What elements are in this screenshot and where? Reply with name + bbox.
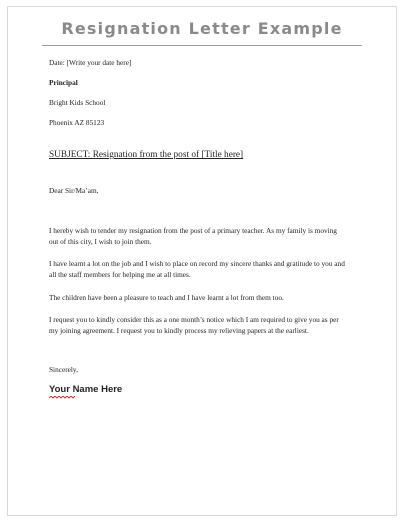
recipient-title: Principal [49,78,78,87]
closing: Sincerely, [49,365,78,374]
signature-name: Your Name Here [49,384,123,395]
paragraph-2-line-1: I have learnt a lot on the job and I wish to place on record my sincere thanks and gratitude to you and [49,259,345,268]
letter-page [7,6,397,516]
paragraph-3-line-1: The children have been a pleasure to teach and I have learnt a lot from them too. [49,293,284,302]
title-underline [42,45,362,46]
paragraph-2-line-2: all the staff members for helping me at all times. [49,270,191,279]
subject-line: SUBJECT: Resignation from the post of [Title here] [49,150,244,160]
document-title: Resignation Letter Example [61,19,343,38]
date-line: Date: [Write your date here] [49,58,132,67]
salutation: Dear Sir/Ma’am, [49,186,99,195]
paragraph-1-line-2: out of this city, I wish to join them. [49,237,152,246]
recipient-school: Bright Kids School [49,98,106,107]
paragraph-4-line-1: I request you to kindly consider this as a one month’s notice which I am required to give you as per [49,315,339,324]
paragraph-4-line-2: my joining agreement. I request you to kindly process my relieving papers at the earliest. [49,326,309,335]
recipient-city: Phoenix AZ 85123 [49,118,105,127]
spellcheck-squiggle-icon [49,396,75,400]
paragraph-1-line-1: I hereby wish to tender my resignation from the post of a primary teacher. As my family is moving [49,226,337,235]
